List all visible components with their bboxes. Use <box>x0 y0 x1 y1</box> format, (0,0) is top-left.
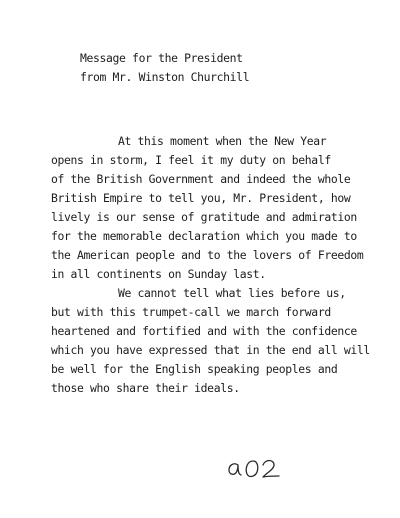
body-line: in all continents on Sunday last. <box>51 267 266 281</box>
body-line: those who share their ideals. <box>51 381 240 395</box>
body-line: which you have expressed that in the end all will <box>51 343 370 357</box>
header-line-1: Message for the President <box>80 51 243 65</box>
body-line: At this moment when the New Year <box>118 134 327 148</box>
body-line: British Empire to tell you, Mr. President, how <box>51 191 351 205</box>
body-line: heartened and fortified and with the confidence <box>51 324 357 338</box>
body-line: We cannot tell what lies before us, <box>118 286 346 300</box>
body-line: but with this trumpet-call we march forward <box>51 305 331 319</box>
body-line: lively is our sense of gratitude and admiration <box>51 210 357 224</box>
body-line: opens in storm, I feel it my duty on behalf <box>51 153 331 167</box>
handwritten-page-number <box>226 456 282 480</box>
body-line: the American people and to the lovers of Freedom <box>51 248 364 262</box>
body-line: of the British Government and indeed the whole <box>51 172 351 186</box>
body-line: be well for the English speaking peoples and <box>51 362 338 376</box>
body-line: for the memorable declaration which you made to <box>51 229 357 243</box>
header-line-2: from Mr. Winston Churchill <box>80 70 250 84</box>
